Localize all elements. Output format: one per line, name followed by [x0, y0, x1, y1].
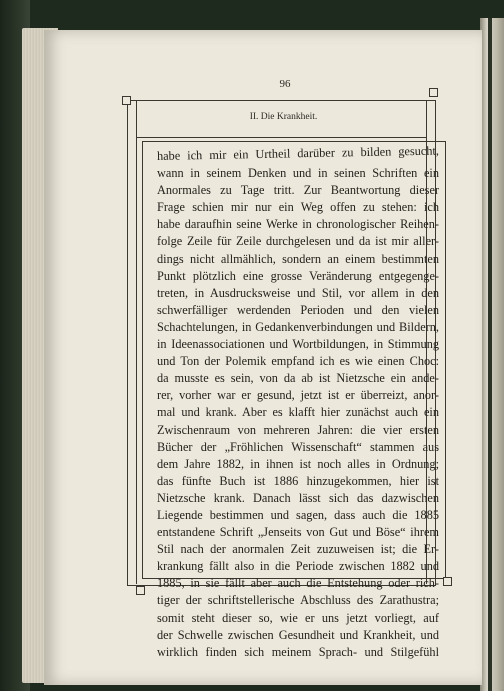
body-text [156, 143, 440, 661]
text-line: Bücher der „Fröhlichen Wissenschaft“ stammen aus [157, 439, 439, 454]
text-line: Punkt plötzlich eine grosse Veränderung entgegenge- [157, 268, 439, 283]
text-line: treten, in Ausdrucksweise und Stil, vor allem in den [157, 285, 439, 300]
text-line: da musste es sein, von da ab ist Nietzsche ein ande- [157, 371, 439, 386]
text-line: das fünfte Buch ist 1886 hinzugekommen, hier ist [157, 473, 439, 488]
text-line: entstandene Schrift „Jenseits von Gut und Böse“ ihrem [157, 525, 439, 540]
text-line: wirklich finden sich meinem Sprach- und Stilgefühl [157, 644, 439, 659]
text-line: dings nicht allmählich, sondern an einem bestimmten [157, 251, 439, 266]
text-line: wann in seinem Denken und in seinen Schriften ein [157, 166, 439, 181]
page-number: 96 [279, 78, 291, 90]
frame-corner-ornament [443, 577, 452, 586]
text-line: Zwischenraum von mehreren Jahren: die vier ersten [157, 422, 439, 437]
text-line: 1885, in sie fällt aber auch die Entstehung oder rich- [157, 576, 439, 591]
text-line: Liegende bestimmen und sagen, dass auch die 1885 [157, 507, 439, 522]
facing-page-edge [480, 18, 504, 691]
text-line: tiger der schriftstellerische Abschluss des Zarathustra; [157, 593, 439, 608]
text-line: somit steht dieser so, wie er uns jetzt vorliegt, auf [157, 610, 439, 625]
text-line: und Ton der Polemik empfand ich es wie einen Choc: [157, 354, 439, 369]
text-line: folge Zeile für Zeile durchgelesen und da ist mir aller- [157, 234, 439, 249]
text-line: mal und krank. Aber es klafft hier zunächst auch ein [157, 405, 439, 420]
text-line: Schachtelungen, in Gedankenverbindungen und Bildern, [157, 319, 439, 334]
text-line: Frage schien mir nur ein Weg offen zu stehen: ich [157, 200, 439, 215]
text-line: Anormales zu Tage tritt. Zur Beantwortung dieser [157, 183, 439, 198]
text-line: habe ich mir ein Urtheil darüber zu bilden gesucht, [156, 143, 440, 163]
text-line: Stil nach der anormalen Zeit zuzuweisen ist; die Er- [157, 542, 439, 557]
text-line: Nietzsche krank. Danach lässt sich das dazwischen [157, 490, 439, 505]
text-line: habe daraufhin seine Werke in chronologischer Reihen- [157, 217, 439, 232]
chapter-title: II. Die Krankheit. [249, 112, 318, 122]
text-line: krankung fällt also in die Periode zwischen 1882 und [157, 559, 439, 574]
frame-corner-ornament [136, 586, 145, 595]
text-line: der Schwelle zwischen Gesundheit und Krankheit, und [157, 627, 439, 642]
text-line: in Ideenassociationen und Wortbildungen, in Stimmung [157, 337, 439, 352]
text-line: dem Jahre 1882, in ihnen ist noch alles in Ordnung; [157, 456, 439, 471]
text-line: rer, vorher war er gesund, jetzt ist er überreizt, anor- [157, 388, 439, 403]
frame-corner-ornament [429, 88, 438, 97]
text-line: schwerfälliger werdenden Perioden und den vielen [157, 302, 439, 317]
frame-corner-ornament [122, 96, 131, 105]
